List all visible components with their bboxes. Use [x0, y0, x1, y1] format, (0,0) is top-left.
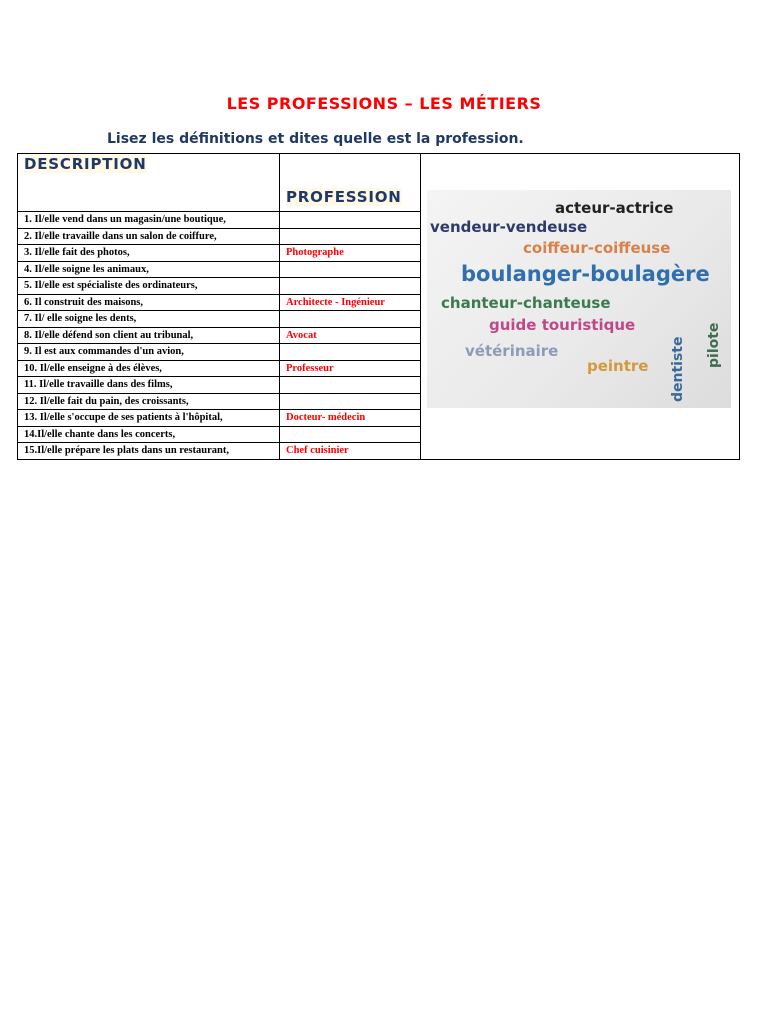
profession-cell[interactable]	[280, 377, 421, 394]
cloud-word-vendeur: vendeur-vendeuse	[430, 218, 588, 236]
profession-cell[interactable]	[280, 344, 421, 361]
description-cell: 3. Il/elle fait des photos,	[18, 245, 280, 262]
table-header-row	[18, 154, 740, 212]
cloud-word-veterinaire: vétérinaire	[465, 342, 559, 360]
cloud-word-guide: guide touristique	[489, 316, 636, 334]
cloud-word-acteur: acteur-actrice	[555, 199, 674, 217]
profession-cell[interactable]: Avocat	[280, 327, 421, 344]
description-cell: 9. Il est aux commandes d'un avion,	[18, 344, 280, 361]
description-header-cell	[18, 154, 280, 212]
profession-cell[interactable]	[280, 261, 421, 278]
description-cell: 11. Il/elle travaille dans des films,	[18, 377, 280, 394]
description-cell: 10. Il/elle enseigne à des élèves,	[18, 360, 280, 377]
profession-header: PROFESSION	[286, 188, 402, 206]
profession-cell[interactable]	[280, 212, 421, 229]
profession-cell[interactable]: Chef cuisinier	[280, 443, 421, 460]
instruction-text: Lisez les définitions et dites quelle est la profession.	[107, 131, 524, 147]
cloud-word-pilote: pilote	[706, 322, 722, 368]
description-cell: 5. Il/elle est spécialiste des ordinateurs,	[18, 278, 280, 295]
cloud-word-chanteur: chanteur-chanteuse	[441, 294, 611, 312]
description-cell: 2. Il/elle travaille dans un salon de coiffure,	[18, 228, 280, 245]
page-title: LES PROFESSIONS – LES MÉTIERS	[226, 94, 542, 113]
description-cell: 12. Il/elle fait du pain, des croissants,	[18, 393, 280, 410]
profession-cell[interactable]: Professeur	[280, 360, 421, 377]
profession-header-cell	[280, 154, 421, 212]
description-cell: 13. Il/elle s'occupe de ses patients à l'hôpital,	[18, 410, 280, 427]
professions-word-cloud-image	[427, 190, 731, 408]
profession-cell[interactable]	[280, 278, 421, 295]
professions-table	[17, 153, 740, 460]
profession-cell[interactable]: Photographe	[280, 245, 421, 262]
profession-cell[interactable]	[280, 228, 421, 245]
description-cell: 15.Il/elle prépare les plats dans un restaurant,	[18, 443, 280, 460]
profession-cell[interactable]	[280, 426, 421, 443]
cloud-word-dentiste: dentiste	[670, 336, 686, 402]
description-cell: 14.Il/elle chante dans les concerts,	[18, 426, 280, 443]
description-cell: 4. Il/elle soigne les animaux,	[18, 261, 280, 278]
image-cell	[421, 154, 740, 460]
description-header: DESCRIPTION	[24, 155, 147, 173]
profession-cell[interactable]	[280, 311, 421, 328]
cloud-word-coiffeur: coiffeur-coiffeuse	[523, 239, 671, 257]
description-cell: 8. Il/elle défend son client au tribunal,	[18, 327, 280, 344]
profession-cell[interactable]: Architecte - Ingénieur	[280, 294, 421, 311]
profession-cell[interactable]	[280, 393, 421, 410]
description-cell: 7. Il/ elle soigne les dents,	[18, 311, 280, 328]
profession-cell[interactable]: Docteur- médecin	[280, 410, 421, 427]
cloud-word-peintre: peintre	[587, 357, 649, 375]
description-cell: 6. Il construit des maisons,	[18, 294, 280, 311]
description-cell: 1. Il/elle vend dans un magasin/une boutique,	[18, 212, 280, 229]
cloud-word-boulanger: boulanger-boulagère	[461, 262, 710, 286]
